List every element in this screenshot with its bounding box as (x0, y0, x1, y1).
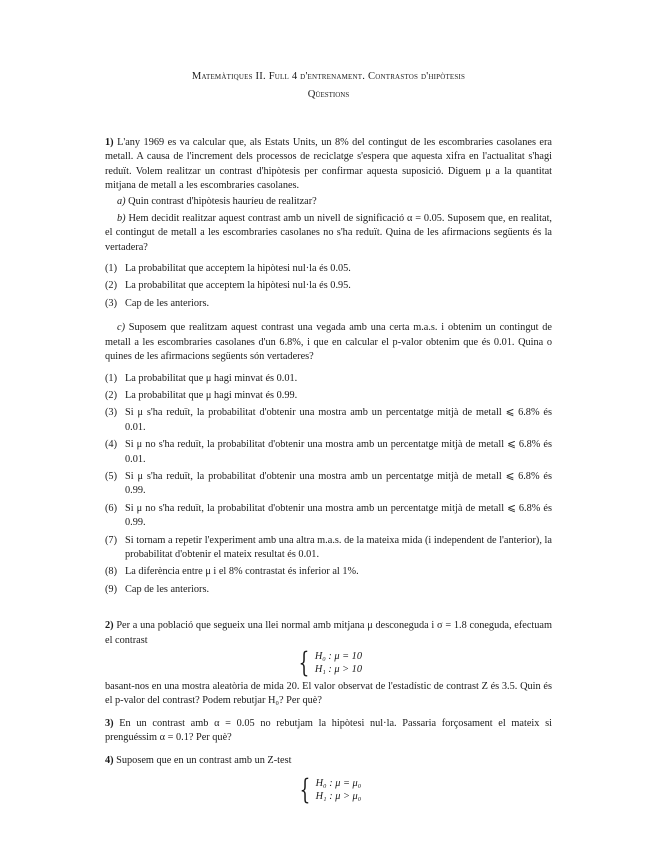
item-number: (8) (105, 566, 118, 578)
question-1a (105, 195, 552, 209)
question-2 (105, 619, 552, 648)
question-2-followup: basant-nos en una mostra aleatòria de mida 20. El valor observat de l'estadístic de contrast Z és 3.5. Quin és el p-valor del contrast? Podem rebutjar H₀? Per què? (105, 681, 552, 707)
list-item (105, 438, 552, 467)
brace-symbol: { (299, 773, 311, 807)
item-number: (6) (105, 502, 118, 514)
item-text: Cap de les anteriors. (125, 583, 210, 595)
list-item (105, 297, 552, 311)
question-1b-options (105, 262, 552, 311)
item-number: (2) (105, 280, 118, 292)
item-text: Si μ no s'ha reduït, la probabilitat d'obtenir una mostra amb un percentatge mitjà de metall ⩽ 6.8% és 0.99. (125, 502, 552, 529)
question-1c-text: Suposem que realitzam aquest contrast una vegada amb una certa m.a.s. i obtenim un contingut de metall a les escombraries casolanes d'un 6.8%, i que en calcular el p-valor obtenim que és 0.01. Quina o quines de les afirmacions següents són vertaderes? (105, 322, 552, 363)
list-item (105, 389, 552, 403)
question-1-intro (105, 136, 552, 194)
item-text: Cap de les anteriors. (125, 297, 210, 309)
question-4-text: Suposem que en un contrast amb un Z-test (116, 754, 292, 766)
page-subtitle: Qüestions (307, 89, 350, 101)
item-text: La probabilitat que μ hagi minvat és 0.01. (125, 372, 298, 384)
item-text: La diferència entre μ i el 8% contrastat és inferior al 1%. (125, 566, 359, 578)
item-number: (1) (105, 372, 118, 384)
item-text: La probabilitat que μ hagi minvat és 0.99. (125, 389, 298, 401)
item-text: Si tornam a repetir l'experiment amb una altra m.a.s. de la mateixa mida (i independent de l'anterior), la probabilitat d'obtenir el mateix resultat és 0.01. (125, 534, 552, 560)
list-item (105, 534, 552, 563)
question-2-number: 2) (105, 620, 114, 632)
item-number: (7) (105, 534, 118, 546)
item-number: (2) (105, 389, 118, 401)
question-1-number: 1) (105, 136, 114, 148)
item-number: (3) (105, 407, 118, 419)
question-2-hypotheses (105, 646, 552, 679)
list-item (105, 470, 552, 499)
null-hypothesis: H₀ : μ = μ₀ (315, 778, 362, 790)
question-4-number: 4) (105, 754, 114, 766)
item-number: (3) (105, 297, 118, 309)
item-text: Si μ s'ha reduït, la probabilitat d'obtenir una mostra amb un percentatge mitjà de metall ⩽ 6.8% és 0.99. (125, 470, 552, 497)
question-3-number: 3) (105, 717, 114, 729)
item-text: La probabilitat que acceptem la hipòtesi nul·la és 0.95. (125, 280, 351, 292)
question-3 (105, 717, 552, 746)
null-hypothesis: H₀ : μ = 10 (314, 651, 362, 662)
question-1b-text: Hem decidit realitzar aquest contrast amb un nivell de significació α = 0.05. Suposem que, en realitat, el contingut de metall a les escombraries casolanes no s'ha reduït. Quina de les afirmacions següents és la vertadera? (105, 212, 553, 253)
question-2-text: Per a una població que segueix una llei normal amb mitjana μ desconeguda i σ = 1.8 coneguda, efectuam el contrast (105, 620, 552, 646)
item-number: (4) (105, 439, 118, 451)
item-number: (1) (105, 263, 118, 275)
page-title: Matemàtiques II. Full 4 d'entrenament. Contrastos d'hipòtesis (191, 71, 466, 82)
item-text: La probabilitat que acceptem la hipòtesi nul·la és 0.05. (125, 263, 351, 275)
question-1a-label: a) (117, 196, 126, 208)
question-1c (105, 321, 552, 364)
item-text: Si μ no s'ha reduït, la probabilitat d'obtenir una mostra amb un percentatge mitjà de metall ⩽ 6.8% és 0.01. (125, 439, 552, 465)
list-item (105, 406, 552, 435)
question-1-text: L'any 1969 es va calcular que, als Estats Units, un 8% del contingut de les escombraries casolanes era metall. A causa de l'increment dels processos de reciclatge s'espera que aquesta xifra en l'actualitat s'hagi reduït. Volem realitzar un contrast d'hipòtesis per confirmar aquesta suposició. Diguem μ a la quantitat mitjana de metall a les escombraries casolanes. (105, 136, 552, 192)
brace-symbol: { (298, 646, 310, 679)
question-3-text: En un contrast amb α = 0.05 no rebutjam la hipòtesi nul·la. Passaria forçosament el mateix si prenguéssim α = 0.1? Per què? (105, 717, 552, 744)
item-number: (9) (105, 583, 118, 595)
list-item (105, 372, 552, 386)
alternative-hypothesis: H₁ : μ > μ₀ (315, 791, 362, 803)
list-item (105, 565, 552, 579)
question-4-hypotheses (105, 773, 552, 807)
list-item (105, 583, 552, 597)
question-1c-options (105, 372, 552, 598)
item-text: Si μ s'ha reduït, la probabilitat d'obtenir una mostra amb un percentatge mitjà de metall ⩽ 6.8% és 0.01. (125, 407, 552, 433)
question-1a-text: Quin contrast d'hipòtesis hauríeu de realitzar? (128, 196, 317, 208)
list-item (105, 502, 552, 531)
list-item (105, 262, 552, 276)
alternative-hypothesis: H₁ : μ > 10 (314, 664, 362, 675)
question-1c-label: c) (117, 322, 125, 334)
question-4 (105, 754, 552, 768)
question-1b-label: b) (117, 212, 126, 224)
item-number: (5) (105, 470, 118, 482)
question-1b (105, 212, 552, 255)
list-item (105, 279, 552, 293)
document-page (105, 70, 553, 807)
